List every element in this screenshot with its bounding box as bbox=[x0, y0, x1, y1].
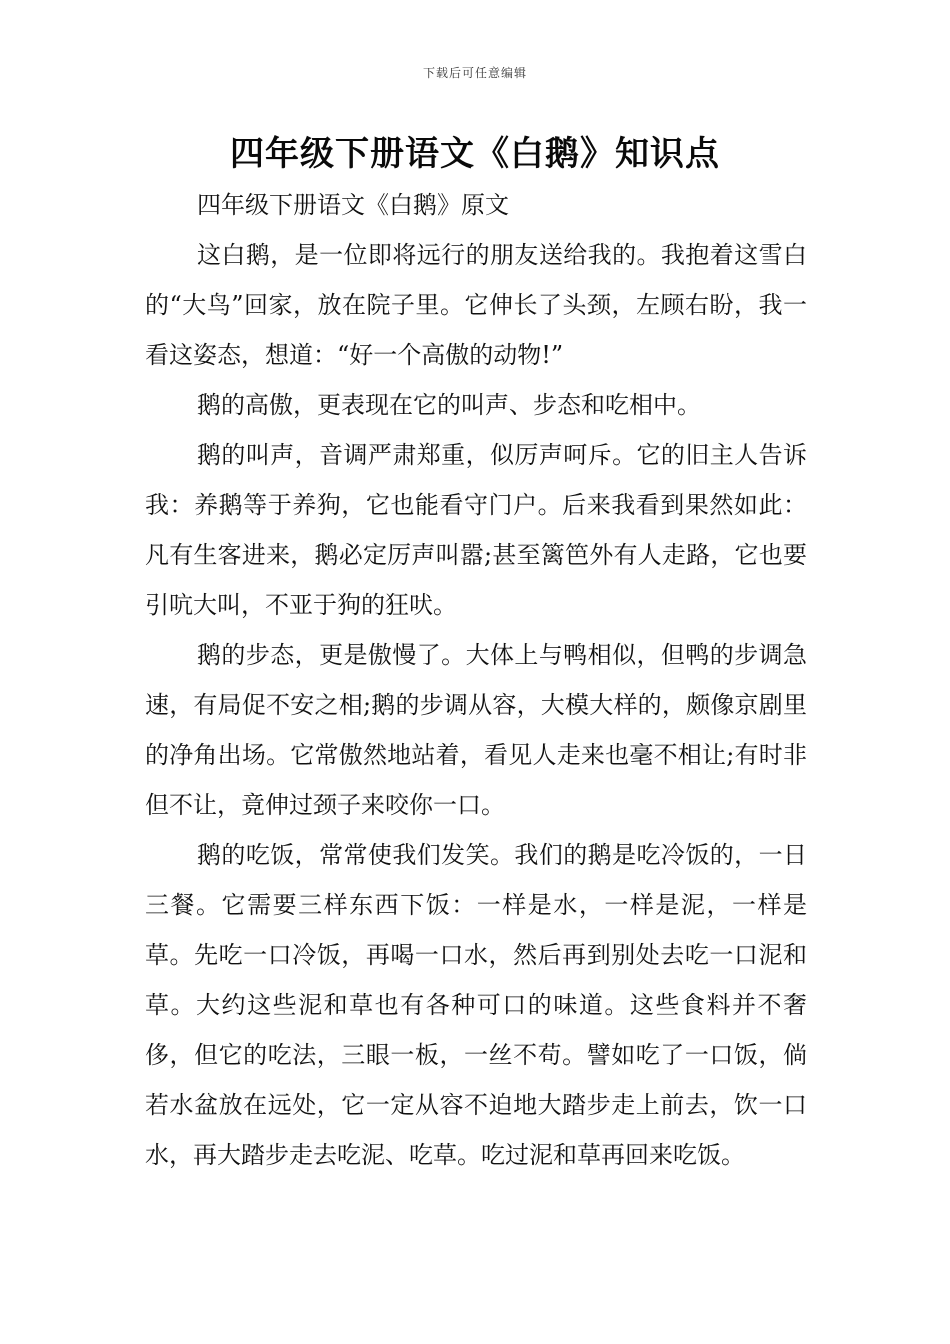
header-note: 下载后可任意编辑 bbox=[422, 66, 527, 80]
paragraph: 鹅的高傲，更表现在它的叫声、步态和吃相中。 bbox=[197, 391, 701, 419]
document-title: 四年级下册语文《白鹅》知识点 bbox=[230, 134, 720, 174]
paragraph: 这白鹅，是一位即将远行的朋友送给我的。我抱着这雪白的“大鸟”回家，放在院子里。它伸长了头颈，左顾右盼，我一看这姿态，想道：“好一个高傲的动物!” bbox=[145, 241, 807, 369]
section-subtitle: 四年级下册语文《白鹅》原文 bbox=[197, 191, 509, 219]
paragraph: 鹅的叫声，音调严肃郑重，似厉声呵斥。它的旧主人告诉我：养鹅等于养狗，它也能看守门户。后来我看到果然如此：凡有生客进来，鹅必定厉声叫嚣;甚至篱笆外有人走路，它也要引吭大叫，不亚于狗的狂吠。 bbox=[145, 441, 807, 619]
paragraph: 鹅的吃饭，常常使我们发笑。我们的鹅是吃冷饭的，一日三餐。它需要三样东西下饭：一样是水，一样是泥，一样是草。先吃一口冷饭，再喝一口水，然后再到别处去吃一口泥和草。大约这些泥和草也有各种可口的味道。这些食料并不奢侈，但它的吃法，三眼一板，一丝不苟。譬如吃了一口饭，倘若水盆放在远处，它一定从容不迫地大踏步走上前去，饮一口水，再大踏步走去吃泥、吃草。吃过泥和草再回来吃饭。 bbox=[145, 841, 807, 1169]
document-body bbox=[145, 180, 807, 1180]
paragraph: 鹅的步态，更是傲慢了。大体上与鸭相似，但鸭的步调急速，有局促不安之相;鹅的步调从容，大模大样的，颇像京剧里的净角出场。它常傲然地站着，看见人走来也毫不相让;有时非但不让，竟伸过颈子来咬你一口。 bbox=[145, 641, 807, 819]
